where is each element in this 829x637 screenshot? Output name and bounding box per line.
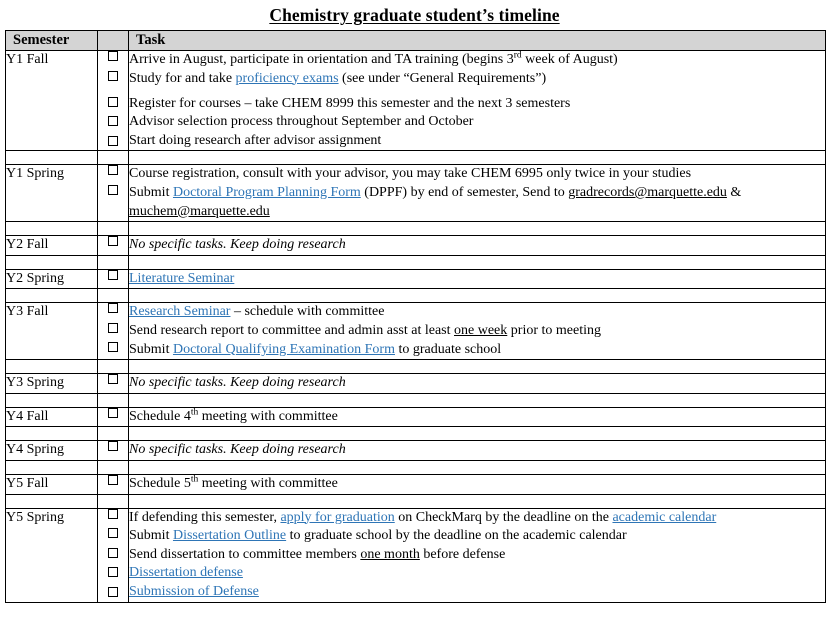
task-text: Start doing research after advisor assignment — [129, 132, 382, 148]
task-column-cell — [129, 269, 826, 289]
task-item — [129, 564, 825, 583]
semester-label: Y5 Spring — [6, 508, 98, 602]
spacer-cell — [98, 427, 129, 441]
table-spacer-row — [6, 461, 826, 475]
emphasis-underline-text: one week — [454, 323, 508, 339]
task-checkbox[interactable] — [108, 374, 118, 384]
task-text: Submit — [129, 341, 173, 357]
emphasis-underline-text: gradrecords@marquette.edu — [568, 185, 727, 201]
task-text: Arrive in August, participate in orientation and TA training (begins 3 — [129, 52, 514, 67]
task-item — [129, 322, 825, 341]
task-text: (see under “General Requirements”) — [338, 70, 547, 86]
semester-label: Y3 Spring — [6, 374, 98, 394]
task-hyperlink[interactable]: proficiency exams — [235, 70, 339, 86]
checkbox-column-cell — [98, 374, 129, 394]
task-text: before defense — [419, 546, 506, 562]
checkbox-column-cell — [98, 51, 129, 151]
table-spacer-row — [6, 393, 826, 407]
task-checkbox[interactable] — [108, 97, 118, 107]
task-italic-text: No specific tasks. Keep doing research — [129, 237, 346, 253]
task-checkbox[interactable] — [108, 236, 118, 246]
table-header-row — [6, 31, 826, 51]
table-row — [6, 508, 826, 602]
task-checkbox[interactable] — [108, 165, 118, 175]
table-spacer-row — [6, 494, 826, 508]
table-row — [6, 236, 826, 256]
task-item — [129, 527, 825, 546]
task-text: meeting with committee — [198, 408, 338, 424]
task-item — [129, 184, 825, 221]
task-hyperlink[interactable]: Submission of Defense — [129, 583, 259, 599]
timeline-table-body — [6, 31, 826, 603]
task-item — [129, 546, 825, 565]
table-spacer-row — [6, 289, 826, 303]
table-row — [6, 475, 826, 495]
spacer-cell — [6, 494, 98, 508]
checkbox-column-cell — [98, 165, 129, 222]
task-item — [129, 475, 825, 494]
task-checkbox[interactable] — [108, 408, 118, 418]
task-text: prior to meeting — [507, 323, 601, 339]
superscript-text: rd — [513, 50, 522, 61]
checkbox-column-cell — [98, 407, 129, 427]
task-hyperlink[interactable]: Research Seminar — [129, 304, 231, 320]
task-text: Submit — [129, 185, 173, 201]
spacer-cell — [129, 427, 826, 441]
spacer-cell — [98, 222, 129, 236]
spacer-cell — [6, 461, 98, 475]
spacer-cell — [129, 461, 826, 475]
semester-label: Y2 Spring — [6, 269, 98, 289]
task-checkbox[interactable] — [108, 509, 118, 519]
task-item — [129, 113, 825, 132]
page-title: Chemistry graduate student’s timeline — [269, 5, 560, 25]
task-text: Send dissertation to committee members — [129, 546, 361, 562]
task-item — [129, 132, 825, 151]
task-checkbox[interactable] — [108, 567, 118, 577]
task-checkbox[interactable] — [108, 185, 118, 195]
semester-label: Y4 Spring — [6, 441, 98, 461]
task-column-cell — [129, 236, 826, 256]
checkbox-spacer — [98, 197, 128, 216]
task-column-cell — [129, 407, 826, 427]
task-hyperlink[interactable]: academic calendar — [612, 509, 717, 525]
task-checkbox[interactable] — [108, 116, 118, 126]
spacer-cell — [6, 393, 98, 407]
table-row — [6, 303, 826, 360]
semester-label: Y4 Fall — [6, 407, 98, 427]
task-text: Register for courses – take CHEM 8999 this semester and the next 3 semesters — [129, 95, 571, 111]
spacer-cell — [98, 255, 129, 269]
task-item — [129, 303, 825, 322]
task-checkbox[interactable] — [108, 323, 118, 333]
task-checkbox[interactable] — [108, 303, 118, 313]
spacer-cell — [129, 151, 826, 165]
spacer-cell — [98, 393, 129, 407]
task-text: & — [726, 185, 742, 201]
spacer-cell — [129, 255, 826, 269]
task-item — [129, 509, 825, 528]
checkbox-column-cell — [98, 236, 129, 256]
task-checkbox[interactable] — [108, 51, 118, 61]
table-row — [6, 269, 826, 289]
task-column-cell — [129, 508, 826, 602]
task-item — [129, 441, 825, 460]
task-text: If defending this semester, — [129, 509, 281, 525]
semester-label: Y5 Fall — [6, 475, 98, 495]
table-row — [6, 165, 826, 222]
table-spacer-row — [6, 151, 826, 165]
column-header-checkbox — [98, 31, 129, 51]
task-item — [129, 583, 825, 602]
task-item — [129, 165, 825, 184]
task-column-cell — [129, 441, 826, 461]
checkbox-column-cell — [98, 269, 129, 289]
table-row — [6, 407, 826, 427]
spacer-cell — [98, 461, 129, 475]
task-text: (DPPF) by end of semester, Send to — [360, 185, 569, 201]
column-header-task: Task — [129, 31, 826, 51]
semester-label: Y1 Spring — [6, 165, 98, 222]
table-row — [6, 441, 826, 461]
spacer-cell — [129, 360, 826, 374]
title-container — [0, 0, 829, 30]
task-text: Schedule 4 — [129, 408, 191, 424]
task-text: Advisor selection process throughout September and October — [129, 114, 474, 130]
checkbox-column-cell — [98, 475, 129, 495]
table-spacer-row — [6, 360, 826, 374]
spacer-cell — [129, 289, 826, 303]
task-italic-text: No specific tasks. Keep doing research — [129, 375, 346, 391]
task-column-cell — [129, 165, 826, 222]
table-row — [6, 51, 826, 151]
task-text: to graduate school — [394, 341, 502, 357]
task-checkbox[interactable] — [108, 528, 118, 538]
spacer-cell — [6, 255, 98, 269]
superscript-text: th — [190, 407, 199, 418]
task-item — [129, 95, 825, 114]
task-hyperlink[interactable]: Dissertation defense — [129, 565, 243, 581]
task-text: Submit — [129, 528, 173, 544]
task-text: Schedule 5 — [129, 476, 191, 491]
task-checkbox[interactable] — [108, 587, 118, 597]
task-item — [129, 374, 825, 393]
task-column-cell — [129, 51, 826, 151]
timeline-table — [5, 30, 826, 603]
task-column-cell — [129, 303, 826, 360]
emphasis-underline-text: one month — [360, 546, 420, 562]
spacer-cell — [6, 360, 98, 374]
table-spacer-row — [6, 427, 826, 441]
task-hyperlink[interactable]: Literature Seminar — [129, 270, 235, 286]
task-item — [129, 236, 825, 255]
task-checkbox[interactable] — [108, 548, 118, 558]
spacer-cell — [6, 151, 98, 165]
checkbox-column-cell — [98, 441, 129, 461]
task-checkbox[interactable] — [108, 71, 118, 81]
spacer-cell — [98, 151, 129, 165]
spacer-cell — [98, 289, 129, 303]
task-checkbox[interactable] — [108, 441, 118, 451]
task-item — [129, 270, 825, 289]
task-italic-text: No specific tasks. Keep doing research — [129, 442, 346, 458]
semester-label: Y1 Fall — [6, 51, 98, 151]
task-hyperlink[interactable]: apply for graduation — [280, 509, 395, 525]
task-text: – schedule with committee — [230, 304, 385, 320]
table-spacer-row — [6, 222, 826, 236]
spacer-cell — [129, 494, 826, 508]
task-column-cell — [129, 374, 826, 394]
table-row — [6, 374, 826, 394]
task-hyperlink[interactable]: Dissertation Outline — [172, 528, 287, 544]
task-item — [129, 408, 825, 427]
spacer-cell — [6, 289, 98, 303]
task-text: week of August) — [521, 52, 618, 67]
task-hyperlink[interactable]: Doctoral Qualifying Examination Form — [172, 341, 395, 357]
spacer-cell — [129, 222, 826, 236]
task-column-cell — [129, 475, 826, 495]
spacer-cell — [98, 494, 129, 508]
task-text: on CheckMarq by the deadline on the — [394, 509, 613, 525]
semester-label: Y3 Fall — [6, 303, 98, 360]
task-text: meeting with committee — [198, 476, 338, 491]
task-checkbox[interactable] — [108, 270, 118, 280]
task-checkbox[interactable] — [108, 342, 118, 352]
emphasis-underline-text: muchem@marquette.edu — [129, 203, 270, 219]
task-text: Send research report to committee and admin asst at least — [129, 323, 455, 339]
superscript-text: th — [190, 474, 199, 485]
table-spacer-row — [6, 255, 826, 269]
task-item — [129, 70, 825, 89]
task-checkbox[interactable] — [108, 136, 118, 146]
checkbox-column-cell — [98, 303, 129, 360]
task-text: to graduate school by the deadline on the academic calendar — [286, 528, 627, 544]
column-header-semester: Semester — [6, 31, 98, 51]
spacer-cell — [98, 360, 129, 374]
spacer-cell — [6, 222, 98, 236]
spacer-cell — [129, 393, 826, 407]
task-item — [129, 341, 825, 360]
task-text: Study for and take — [129, 70, 236, 86]
task-hyperlink[interactable]: Doctoral Program Planning Form — [172, 185, 361, 201]
semester-label: Y2 Fall — [6, 236, 98, 256]
task-text: Course registration, consult with your advisor, you may take CHEM 6995 only twice in your studies — [129, 166, 692, 182]
checkbox-column-cell — [98, 508, 129, 602]
spacer-cell — [6, 427, 98, 441]
task-item — [129, 51, 825, 70]
task-checkbox[interactable] — [108, 475, 118, 485]
